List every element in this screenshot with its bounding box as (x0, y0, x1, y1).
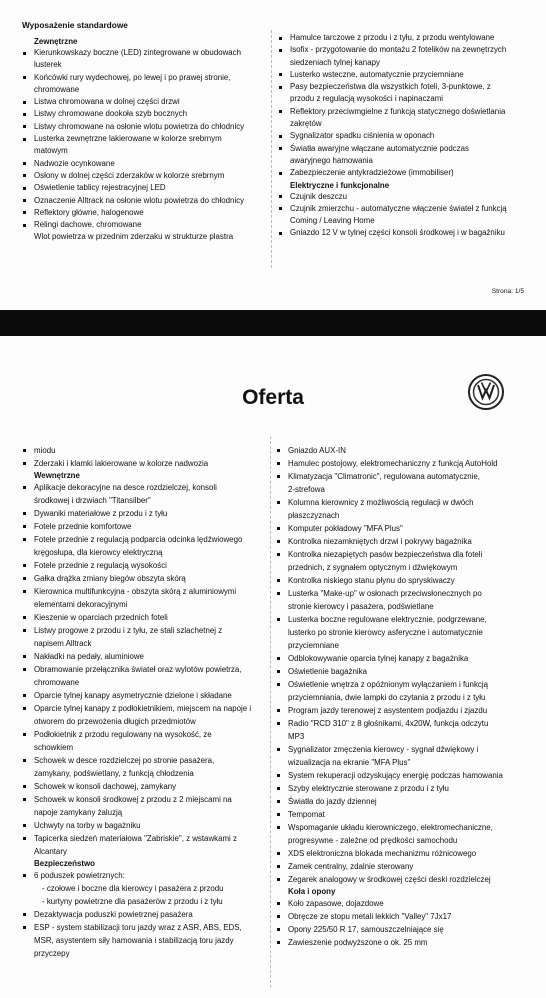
bullet-icon (277, 527, 280, 530)
bullet-icon (277, 553, 280, 556)
list-item (278, 106, 528, 131)
list-item (278, 32, 528, 44)
bullet-icon (277, 928, 280, 931)
bullet-icon (277, 902, 280, 905)
bullet-icon (277, 800, 280, 803)
list-item (22, 908, 268, 921)
list-item-text: Kontrolka niezamkniętych drzwi i pokrywy bagażnika (288, 537, 472, 546)
list-item (22, 219, 260, 231)
list-item (22, 585, 268, 611)
list-item (276, 678, 532, 704)
list-subitem: - czołowe i boczne dla kierowcy i pasażera z przodu (42, 884, 224, 893)
bullet-icon (279, 135, 282, 138)
list-item-text: System rekuperacji odzyskujący energię podczas hamowania (288, 771, 503, 780)
list-item-text: Nadwozie ocynkowane (34, 158, 115, 168)
list-item (22, 793, 268, 819)
list-item-text: Kontrolka niezapiętych pasów bezpieczeństwa dla foteli (288, 550, 483, 559)
list-item-text: Wlot powietrza w przednim zderzaku w strukturze plastra (34, 232, 234, 242)
bullet-icon (23, 486, 26, 489)
list-item-text: Hamulec postojowy, elektromechaniczny z funkcją AutoHold (288, 459, 498, 468)
list-item (278, 227, 528, 239)
list-item-text: płaszczyznach (288, 511, 340, 520)
list-item (276, 923, 532, 936)
list-item (22, 170, 260, 182)
list-item-text: MSR, asystentem siły hamowania i stabilizacją toru jazdy (34, 936, 234, 945)
page-title: Oferta (242, 386, 304, 409)
bullet-icon (277, 657, 280, 660)
bullet-icon (277, 878, 280, 881)
section-heading: Wyposażenie standardowe (22, 20, 128, 30)
bullet-icon (277, 813, 280, 816)
list-item-text: Opony 225/50 R 17, samouszczelniające się (288, 925, 444, 934)
list-item-text: Schowek w konsoli dachowej, zamykany (34, 782, 177, 791)
bullet-icon (23, 798, 26, 801)
list-item-text: Pasy bezpieczeństwa dla wszystkich foteli, 3-punktowe, z (290, 82, 491, 92)
list-item-text: Relingi dachowe, chromowane (34, 220, 142, 230)
list-item (276, 847, 532, 860)
list-item (22, 728, 268, 754)
list-item-text: Koło zapasowe, dojazdowe (288, 899, 384, 908)
list-item-text: siedzeniach tylnej kanapy (290, 57, 380, 67)
list-item-text: Fotele przednie z regulacją wysokości (34, 561, 167, 570)
list-item-text: Obramowanie przełącznika świateł oraz wylotów powietrza, (34, 665, 242, 674)
bullet-icon (23, 759, 26, 762)
list-item-text: Kieszenie w oparciach przednich foteli (34, 613, 168, 622)
list-item-text: Klimatyzacja "Climatronic", regulowana automatycznie, (288, 472, 480, 481)
list-item (22, 108, 260, 120)
list-item-text: chromowane (34, 84, 80, 94)
list-item-text: Końcówki rury wydechowej, po lewej i po prawej stronie, (34, 72, 231, 82)
list-item-text: MP3 (288, 732, 305, 741)
list-item-text: stronie kierowcy i pasażera, podświetlane (288, 602, 434, 611)
bullet-icon (23, 52, 26, 55)
list-item (276, 522, 532, 535)
list-item (276, 795, 532, 808)
list-item (276, 496, 532, 522)
subsection-heading: Koła i opony (288, 887, 336, 896)
bullet-icon (277, 592, 280, 595)
list-item-text: awaryjnego hamowania (290, 155, 373, 165)
bullet-icon (23, 525, 26, 528)
list-item-text: Obręcze ze stopu metali lekkich "Valley" 7Jx17 (288, 912, 452, 921)
bullet-icon (23, 187, 26, 190)
list-item (276, 782, 532, 795)
page2-right-column (276, 444, 532, 949)
bullet-icon (23, 913, 26, 916)
bullet-icon (277, 540, 280, 543)
list-item-text: progresywne - zależne od prędkości samochodu (288, 836, 458, 845)
subsection-heading: Zewnętrzne (34, 37, 78, 46)
bullet-icon (279, 86, 282, 89)
list-item (22, 96, 260, 108)
bullet-icon (23, 590, 26, 593)
bullet-icon (277, 618, 280, 621)
list-item (22, 182, 260, 194)
list-item-text: przyciemniane (288, 641, 339, 650)
list-item-text: Schowek w desce rozdzielczej po stronie pasażera, (34, 756, 215, 765)
list-item-text: Reflektory główne, halogenowe (34, 207, 144, 217)
list-item-text: Komputer pokładowy "MFA Plus" (288, 524, 403, 533)
list-item-text: Czujnik zmierzchu - automatyczne włączenie świateł z funkcją (290, 203, 507, 213)
list-item (278, 81, 528, 106)
list-item (276, 821, 532, 847)
bullet-icon (279, 172, 282, 175)
list-item (22, 520, 268, 533)
list-item-text: przodu z regulacją wysokości i napinaczami (290, 94, 444, 104)
list-item (276, 652, 532, 665)
bullet-icon (23, 733, 26, 736)
bullet-icon (23, 564, 26, 567)
list-item-text: Kierunkowskazy boczne (LED) zintegrowane w obudowach (34, 48, 242, 57)
page1-right-column (278, 32, 528, 240)
bullet-icon (277, 852, 280, 855)
list-item (276, 665, 532, 678)
list-item (278, 143, 528, 168)
list-item (22, 572, 268, 585)
bullet-icon (277, 722, 280, 725)
list-item (22, 457, 268, 470)
bullet-icon (23, 174, 26, 177)
list-item (22, 702, 268, 728)
list-item-text: kręgosłupa, dla kierowcy elektryczną (34, 548, 163, 557)
bullet-icon (279, 232, 282, 235)
list-item-text: Oświetlenie wnętrza z opóźnionym wyłączaniem i funkcją (288, 680, 488, 689)
list-item-text: Kolumna kierownicy z możliwością regulacji w dwóch (288, 498, 474, 507)
list-item-text: miodu (34, 446, 56, 455)
bullet-icon (277, 865, 280, 868)
list-item-text: Zabezpieczenie antykradzieżowe (immobiliser) (290, 168, 454, 178)
list-item-text: Oświetlenie tablicy rejestracyjnej LED (34, 183, 166, 193)
list-item-text: otworem do przewożenia długich przedmiotów (34, 717, 196, 726)
list-item (22, 559, 268, 572)
list-item (276, 808, 532, 821)
bullet-icon (277, 941, 280, 944)
document-page-2 (0, 336, 546, 998)
list-item-text: Czujnik deszczu (290, 191, 348, 201)
list-item-text: Podłokietnik z przodu regulowany na wysokość, ze (34, 730, 212, 739)
list-item (276, 717, 532, 743)
list-item (22, 231, 260, 243)
list-item (276, 743, 532, 769)
list-item (22, 133, 260, 158)
list-item (278, 191, 528, 203)
list-item-text: lusterko po stronie kierowcy asferyczne i automatycznie (288, 628, 483, 637)
list-item-text: XDS elektroniczna blokada mechanizmu różnicowego (288, 849, 477, 858)
list-item (276, 704, 532, 717)
page1-left-column (22, 36, 260, 244)
column-divider (270, 436, 271, 988)
list-item-text: schowkiem (34, 743, 74, 752)
list-item-text: Nakładki na pedały, aluminiowe (34, 652, 144, 661)
list-item (22, 47, 260, 72)
list-item-text: Coming / Leaving Home (290, 216, 375, 226)
bullet-icon (23, 707, 26, 710)
bullet-icon (277, 748, 280, 751)
subsection-heading: Wewnętrzne (34, 471, 80, 480)
list-item-text: Gniazdo AUX-IN (288, 446, 346, 455)
list-item (276, 535, 532, 548)
list-item (276, 548, 532, 574)
list-item-text: Oparcie tylnej kanapy z podłokietnikiem, miejscem na napoje i (34, 704, 252, 713)
list-item (276, 860, 532, 873)
list-item-text: matowym (34, 146, 68, 156)
list-item (22, 624, 268, 650)
bullet-icon (23, 874, 26, 877)
list-item-text: Fotele przednie komfortowe (34, 522, 132, 531)
list-item-text: Lusterka "Make-up" w osłonach przeciwsłonecznych po (288, 589, 482, 598)
list-item (22, 158, 260, 170)
list-item-text: Oznaczenie Alltrack na osłonie wlotu powietrza do chłodnicy (34, 195, 245, 205)
list-item-text: Radio "RCD 310" z 8 głośnikami, 4x20W, funkcja odczytu (288, 719, 489, 728)
list-item-text: Dezaktywacja poduszki powietrznej pasażera (34, 910, 193, 919)
list-item-text: Zawieszenie podwyższone o ok. 25 mm (288, 938, 428, 947)
bullet-icon (277, 462, 280, 465)
bullet-icon (23, 837, 26, 840)
list-item (22, 207, 260, 219)
bullet-icon (23, 512, 26, 515)
list-item-text: Sygnalizator spadku ciśnienia w oponach (290, 131, 435, 141)
list-item (22, 72, 260, 97)
bullet-icon (23, 211, 26, 214)
list-item-text: wizualizacja na ekranie "MFA Plus" (288, 758, 411, 767)
list-item-text: Isofix - przygotowanie do montażu 2 fotelików na zewnętrzych (290, 45, 507, 55)
list-item (276, 897, 532, 910)
bullet-icon (23, 76, 26, 79)
list-item-text: Sygnalizator zmęczenia kierowcy - sygnał dźwiękowy i (288, 745, 479, 754)
bullet-icon (279, 73, 282, 76)
list-item-text: Alcantary (34, 847, 67, 856)
list-item-text: Oświetlenie bagażnika (288, 667, 367, 676)
list-item-text: Kontrolka niskiego stanu płynu do spryskiwaczy (288, 576, 455, 585)
list-item (276, 769, 532, 782)
list-item (22, 650, 268, 663)
list-item-text: lusterek (34, 60, 62, 70)
bullet-icon (277, 475, 280, 478)
bullet-icon (23, 694, 26, 697)
list-item-text: Hamulce tarczowe z przodu i z tyłu, z przodu wentylowane (290, 33, 495, 42)
list-item (22, 869, 268, 882)
list-item-text: Gniazdo 12 V w tylnej części konsoli środkowej i w bagażniku (290, 228, 505, 238)
list-item-text: Listwy chromowane dookoła szyb bocznych (34, 109, 188, 119)
bullet-icon (23, 138, 26, 141)
list-item (278, 69, 528, 81)
bullet-icon (277, 826, 280, 829)
bullet-icon (279, 147, 282, 150)
subsection-heading: Bezpieczeństwo (34, 859, 95, 868)
list-item (276, 910, 532, 923)
list-item-text: środkowej i drzwiach "Titansilber" (34, 496, 151, 505)
list-item-text: napoje zamykany żaluzją (34, 808, 123, 817)
list-item (22, 780, 268, 793)
bullet-icon (279, 195, 282, 198)
list-item-text: 2-strefowa (288, 485, 325, 494)
page-number: Strona: 1/5 (491, 288, 524, 295)
list-item-text: Zamek centralny, zdalnie sterowany (288, 862, 414, 871)
vw-logo-icon (470, 376, 502, 408)
list-item-text: zamykany, podświetlany, z funkcją chłodzenia (34, 769, 194, 778)
list-item (276, 936, 532, 949)
list-item (278, 203, 528, 228)
vw-logo (468, 374, 504, 410)
bullet-icon (23, 462, 26, 465)
bullet-icon (277, 579, 280, 582)
list-item (22, 444, 268, 457)
list-item-text: Tempomat (288, 810, 325, 819)
list-item-text: Oparcie tylnej kanapy asymetrycznie dzielone i składane (34, 691, 232, 700)
list-item (22, 611, 268, 624)
list-item (22, 754, 268, 780)
list-item (276, 457, 532, 470)
list-item-text: przyczepy (34, 949, 70, 958)
bullet-icon (23, 162, 26, 165)
list-item-text: Uchwyty na torby w bagażniku (34, 821, 141, 830)
bullet-icon (23, 926, 26, 929)
list-item-text: przyciemniania, dwie lampki do czytania z przodu i z tyłu (288, 693, 486, 702)
bullet-icon (23, 824, 26, 827)
list-item (276, 873, 532, 886)
list-item-text: Gałka drążka zmiany biegów obszyta skórą (34, 574, 186, 583)
list-item-text: Listwa chromowana w dolnej części drzwi (34, 97, 180, 107)
list-item (278, 167, 528, 179)
bullet-icon (23, 668, 26, 671)
list-item (22, 481, 268, 507)
list-item-text: chromowane (34, 678, 80, 687)
list-item-text: Zderzaki i klamki lakierowane w kolorze nadwozia (34, 459, 209, 468)
list-subitem: - kurtyny powietrzne dla pasażerów z przodu i z tyłu (42, 897, 223, 906)
list-item-text: Lusterka boczne regulowane elektrycznie, podgrzewane, (288, 615, 487, 624)
list-item-text: Światła awaryjne włączane automatycznie podczas (290, 143, 469, 153)
list-item-text: Zegarek analogowy w środkowej części deski rozdzielczej (288, 875, 491, 884)
list-item-text: Osłony w dolnej części zderzaków w kolorze srebrnym (34, 170, 225, 180)
bullet-icon (23, 655, 26, 658)
list-item-text: Tapicerka siedzeń materiałowa "Zabriskie", z wstawkami z (34, 834, 237, 843)
list-item-text: zakrętów (290, 119, 322, 129)
list-item-text: Schowek w konsoli środkowej z przodu z 2 miejscami na (34, 795, 232, 804)
list-item-text: Szyby elektrycznie sterowane z przodu i z tyłu (288, 784, 449, 793)
bullet-icon (277, 670, 280, 673)
bullet-icon (23, 101, 26, 104)
bullet-icon (23, 113, 26, 116)
bullet-icon (23, 199, 26, 202)
bullet-icon (277, 683, 280, 686)
list-item-text: Listwy chromowane na osłonie wlotu powietrza do chłodnicy (34, 121, 245, 131)
list-item (22, 533, 268, 559)
bullet-icon (277, 501, 280, 504)
list-item-text: ESP - system stabilizacji toru jazdy wraz z ASR, ABS, EDS, (34, 923, 242, 932)
list-item (22, 195, 260, 207)
list-item-text: napisem Alltrack (34, 639, 92, 648)
bullet-icon (277, 449, 280, 452)
list-item (22, 819, 268, 832)
list-item-text: Lusterko wsteczne, automatycznie przyciemniane (290, 69, 464, 79)
bullet-icon (23, 538, 26, 541)
list-item-text: Program jazdy terenowej z asystentem podjazdu i zjazdu (288, 706, 488, 715)
list-item (276, 613, 532, 652)
list-item-text: Wspomaganie układu kierowniczego, elektromechaniczne, (288, 823, 493, 832)
list-item-text: Dywaniki materiałowe z przodu i z tyłu (34, 509, 168, 518)
list-item-text: Fotele przednie z regulacją podparcia odcinka lędźwiowego (34, 535, 243, 544)
column-divider (271, 30, 272, 268)
list-item-text: elementami dekoracyjnymi (34, 600, 128, 609)
list-item (22, 689, 268, 702)
bullet-icon (279, 110, 282, 113)
bullet-icon (277, 709, 280, 712)
list-item (22, 121, 260, 133)
list-item (22, 921, 268, 960)
list-item-text: Reflektory przeciwmgielne z funkcją statycznego doświetlania (290, 106, 506, 116)
list-item-text: Światła do jazdy dziennej (288, 797, 377, 806)
bullet-icon (279, 49, 282, 52)
document-page-1 (0, 0, 546, 310)
bullet-icon (23, 449, 26, 452)
page-separator (0, 310, 546, 336)
subsection-heading: Elektryczne i funkcjonalne (290, 180, 390, 190)
bullet-icon (277, 915, 280, 918)
bullet-icon (23, 125, 26, 128)
list-item (276, 574, 532, 587)
list-item (22, 832, 268, 858)
bullet-icon (23, 629, 26, 632)
list-item (276, 470, 532, 496)
list-item-text: Odblokowywanie oparcia tylnej kanapy z bagażnika (288, 654, 469, 663)
list-item-text: Kierownica multifunkcyjna - obszyta skórą z aluminiowymi (34, 587, 237, 596)
list-item-text: Listwy progowe z przodu i z tyłu, ze stali szlachetnej z (34, 626, 223, 635)
list-item (278, 130, 528, 142)
bullet-icon (279, 207, 282, 210)
list-item-text: 6 poduszek powietrznych: (34, 871, 125, 880)
list-item-text: przednich, z sygnałem optycznym i dźwiękowym (288, 563, 458, 572)
page2-left-column (22, 444, 268, 960)
bullet-icon (23, 616, 26, 619)
list-item-text: Lusterka zewnętrzne lakierowane w kolorze srebrnym (34, 134, 222, 144)
bullet-icon (277, 774, 280, 777)
list-item (278, 44, 528, 69)
list-item (276, 444, 532, 457)
list-item-text: Aplikacje dekoracyjne na desce rozdzielczej, konsoli (34, 483, 217, 492)
bullet-icon (277, 787, 280, 790)
bullet-icon (279, 37, 282, 40)
list-item (276, 587, 532, 613)
list-item (22, 507, 268, 520)
bullet-icon (23, 224, 26, 227)
list-item (22, 663, 268, 689)
bullet-icon (23, 577, 26, 580)
bullet-icon (23, 785, 26, 788)
